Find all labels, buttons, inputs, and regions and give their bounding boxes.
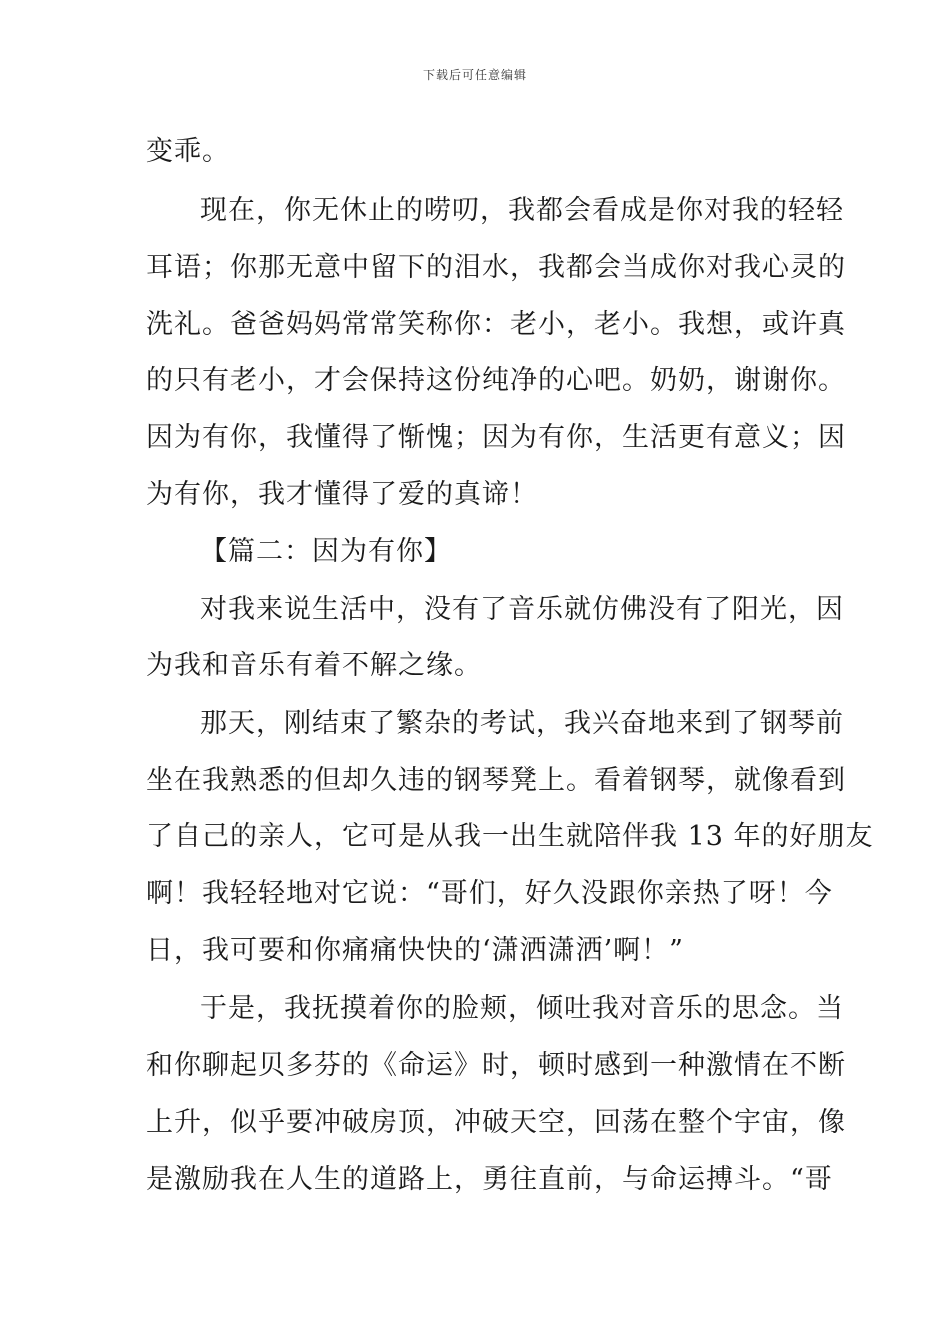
text-line: 的只有老小，才会保持这份纯净的心吧。奶奶，谢谢你。 [146,365,846,396]
text-line: 坐在我熟悉的但却久违的钢琴凳上。看着钢琴，就像看到 [146,765,846,796]
text-line: 耳语；你那无意中留下的泪水，我都会当成你对我心灵的 [146,252,846,283]
text-line: 因为有你，我懂得了惭愧；因为有你，生活更有意义；因 [146,422,846,453]
text-line: 和你聊起贝多芬的《命运》时，顿时感到一种激情在不断 [146,1050,846,1081]
text-line: 洗礼。爸爸妈妈常常笑称你：老小，老小。我想，或许真 [146,309,846,340]
text-line: 为有你，我才懂得了爱的真谛！ [146,479,538,510]
text-line: 对我来说生活中，没有了音乐就仿佛没有了阳光，因 [200,594,844,625]
text-line: 啊！我轻轻地对它说：“哥们，好久没跟你亲热了呀！今 [146,878,833,909]
text-line: 是激励我在人生的道路上，勇往直前，与命运搏斗。“哥 [146,1164,833,1195]
text-line: 日，我可要和你痛痛快快的‘潇洒潇洒’啊！” [146,935,684,966]
text-line: 上升，似乎要冲破房顶，冲破天空，回荡在整个宇宙，像 [146,1107,846,1138]
page-header: 下载后可任意编辑 [422,68,527,82]
text-line: 了自己的亲人，它可是从我一出生就陪伴我 13 年的好朋友 [146,821,874,852]
text-line: 那天，刚结束了繁杂的考试，我兴奋地来到了钢琴前 [200,708,844,739]
section-heading: 【篇二：因为有你】 [200,536,452,567]
text-line: 现在，你无休止的唠叨，我都会看成是你对我的轻轻 [200,195,844,226]
text-line: 于是，我抚摸着你的脸颊，倾吐我对音乐的思念。当 [200,993,844,1024]
text-line: 变乖。 [146,136,230,167]
text-line: 为我和音乐有着不解之缘。 [146,650,482,681]
